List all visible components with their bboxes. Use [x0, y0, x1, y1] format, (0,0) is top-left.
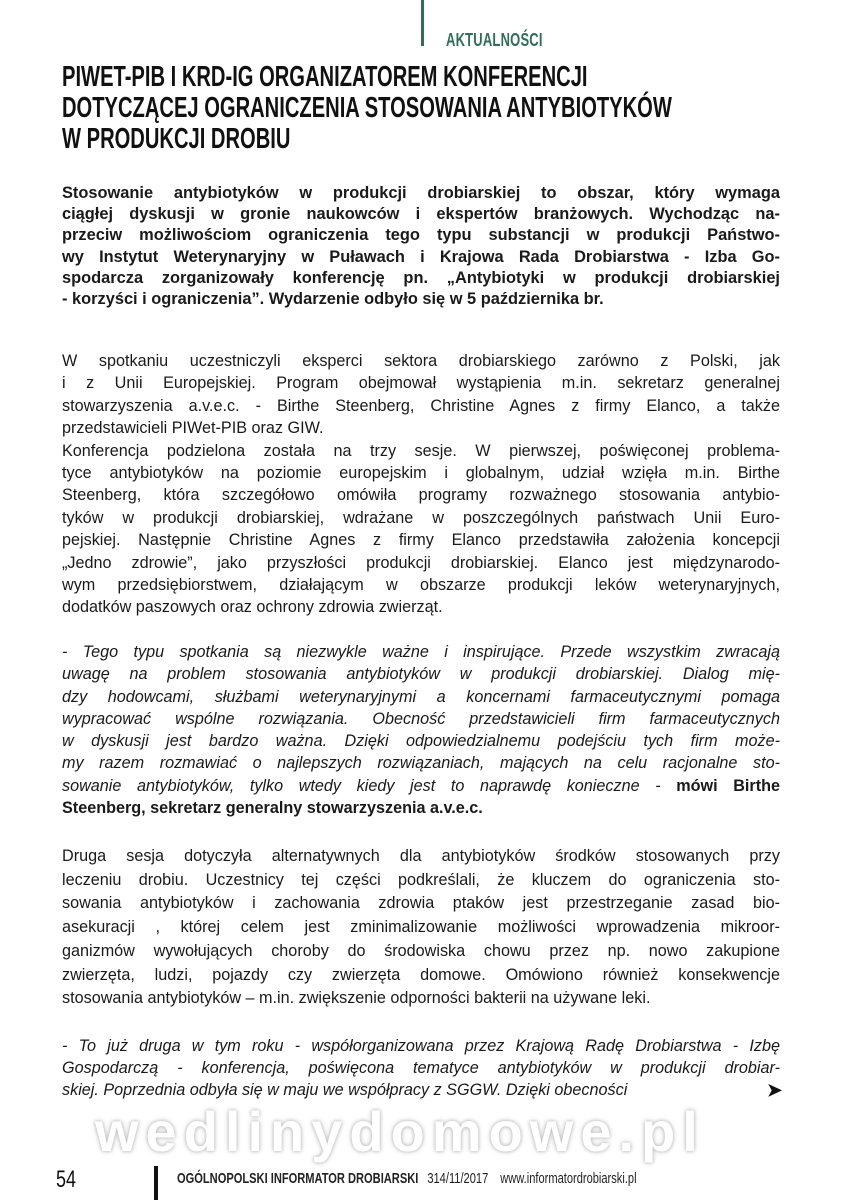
publication-name: OGÓLNOPOLSKI INFORMATOR DROBIARSKI — [177, 1170, 419, 1187]
text-line: asekuracji , której celem jest zminimalizowanie możliwości wprowadzenia mikroor- — [62, 918, 780, 937]
title-line: PIWET-PIB I KRD-IG ORGANIZATOREM KONFERENCJI — [62, 61, 588, 93]
text-line: leczeniu drobiu. Uczestnicy tej części podkreślali, że kluczem do ograniczenia sto- — [62, 870, 780, 889]
text-line: Stosowanie antybiotyków w produkcji drobiarskiej to obszar, który wymaga — [62, 184, 780, 202]
text-line: dzy hodowcami, służbami weterynaryjnymi a koncernami farmaceutycznymi pomaga — [62, 687, 780, 706]
text-line: zwierzęta, ludzi, pojazdy czy zwierzęta domowe. Omówiono również konsekwencje — [62, 965, 780, 984]
body-paragraph — [62, 845, 780, 1011]
quote-paragraph — [62, 1035, 783, 1101]
speaker-attribution: mówi Birthe — [676, 776, 780, 795]
article-title — [62, 62, 729, 155]
text-line: - To już druga w tym roku - współorganizowana przez Krajową Radę Drobiarstwa - Izbę — [62, 1037, 780, 1055]
issue-number: 314/11/2017 — [427, 1170, 489, 1187]
title-line: DOTYCZĄCEJ OGRANICZENIA STOSOWANIA ANTYBIOTYKÓW — [62, 92, 672, 124]
text-line — [62, 289, 780, 310]
title-line: W PRODUKCJI DROBIU — [62, 123, 291, 155]
footer — [177, 1170, 637, 1188]
lead-paragraph — [62, 183, 780, 310]
text-line: wym przedsiębiorstwem, działającym w obszarze produkcji leków weterynaryjnych, — [62, 576, 780, 595]
section-divider-bar — [421, 0, 424, 46]
line-text: stosowania antybiotyków – m.in. zwiększenie odporności bakterii na używane leki. — [62, 989, 651, 1008]
text-line — [62, 417, 780, 439]
watermark: wedlinydomowe.pl — [95, 1100, 705, 1163]
text-line: tyków w produkcji drobiarskiej, wdrażane w poszczególnych państwach Unii Euro- — [62, 508, 780, 527]
text-line: wy Instytut Weterynaryjny w Puławach i Krajowa Rada Drobiarstwa - Izba Go- — [62, 247, 780, 266]
line-text: sowanie antybiotyków, tylko wtedy kiedy jest to naprawdę konieczne - — [62, 776, 677, 795]
text-line: Gospodarczą - konferencja, poświęcona tematyce antybiotyków w produkcji drobiar- — [62, 1059, 780, 1077]
text-line — [62, 797, 780, 819]
text-line: sowania antybiotyków i zachowania zdrowia ptaków jest przestrzeganie zasad bio- — [62, 894, 780, 913]
text-line: skiej. Poprzednia odbyła się w maju we współpracy z SGGW. Dzięki obecności — [62, 1081, 628, 1099]
section-label: AKTUALNOŚCI — [446, 30, 543, 50]
text-line: - Tego typu spotkania są niezwykle ważne i inspirujące. Przede wszystkim zwracają — [62, 643, 780, 661]
speaker-attribution: Steenberg, sekretarz generalny stowarzyszenia a.v.e.c. — [62, 799, 483, 818]
text-line: W spotkaniu uczestniczyli eksperci sektora drobiarskiego zarówno z Polski, jak — [62, 352, 780, 370]
text-line — [62, 775, 780, 797]
text-line: spodarcza zorganizowały konferencję pn. „Antybiotyki w produkcji drobiarskiej — [62, 268, 780, 287]
text-line: tyce antybiotyków na poziomie europejskim i globalnym, udział wzięła m.in. Birthe — [62, 464, 780, 483]
text-line: i z Unii Europejskiej. Program obejmował wystąpienia m.in. sekretarz generalnej — [62, 374, 780, 393]
text-line: pejskiej. Następnie Christine Agnes z firmy Elanco przedstawiła założenia koncepcji — [62, 531, 780, 550]
text-line: my razem rozmawiać o najlepszych rozwiązaniach, mających na celu racjonalne sto- — [62, 754, 780, 773]
text-line — [62, 596, 780, 618]
text-line: ciągłej dyskusji w gronie naukowców i ekspertów branżowych. Wychodząc na- — [62, 205, 780, 224]
text-line: przeciw możliwościom ograniczenia tego typu substancji w produkcji Państwo- — [62, 226, 780, 245]
text-line: Steenberg, która szczegółowo omówiła programy rozważnego stosowania antybio- — [62, 486, 780, 505]
website-link[interactable]: www.informatordrobiarski.pl — [500, 1170, 637, 1187]
footer-divider-bar — [154, 1166, 158, 1200]
text-line: uwagę na problem stosowania antybiotyków w produkcji drobiarskiej. Dialog mię- — [62, 665, 780, 684]
text-line: stowarzyszenia a.v.e.c. - Birthe Steenberg, Christine Agnes z firmy Elanco, a także — [62, 396, 780, 415]
text-line — [62, 987, 780, 1011]
line-text: przedstawicieli PIWet-PIB oraz GIW. — [62, 419, 324, 438]
line-text: - korzyści i ograniczenia”. Wydarzenie odbyło się w 5 października br. — [62, 290, 604, 309]
page-number: 54 — [56, 1166, 77, 1193]
text-line: ganizmów wywołujących choroby do środowiska chowu przez np. nowo zakupione — [62, 941, 780, 960]
text-line: Konferencja podzielona została na trzy sesje. W pierwszej, poświęconej problema- — [62, 441, 780, 460]
line-text: dodatków paszowych oraz ochrony zdrowia zwierząt. — [62, 598, 443, 617]
text-line: wypracować wspólne rozwiązania. Obecność przedstawicieli firm farmaceutycznych — [62, 709, 780, 728]
arrow-right-icon: ➤ — [767, 1080, 783, 1100]
quote-paragraph — [62, 641, 780, 819]
text-line: „Jedno zdrowie”, jako przyszłości produkcji drobiarskiej. Elanco jest międzynarodo- — [62, 553, 780, 572]
text-line: w dyskusji jest bardzo ważna. Dzięki odpowiedzialnemu podejściu tych firm może- — [62, 732, 780, 751]
text-line: Druga sesja dotyczyła alternatywnych dla antybiotyków środków stosowanych przy — [62, 847, 780, 865]
body-paragraph — [62, 350, 780, 619]
